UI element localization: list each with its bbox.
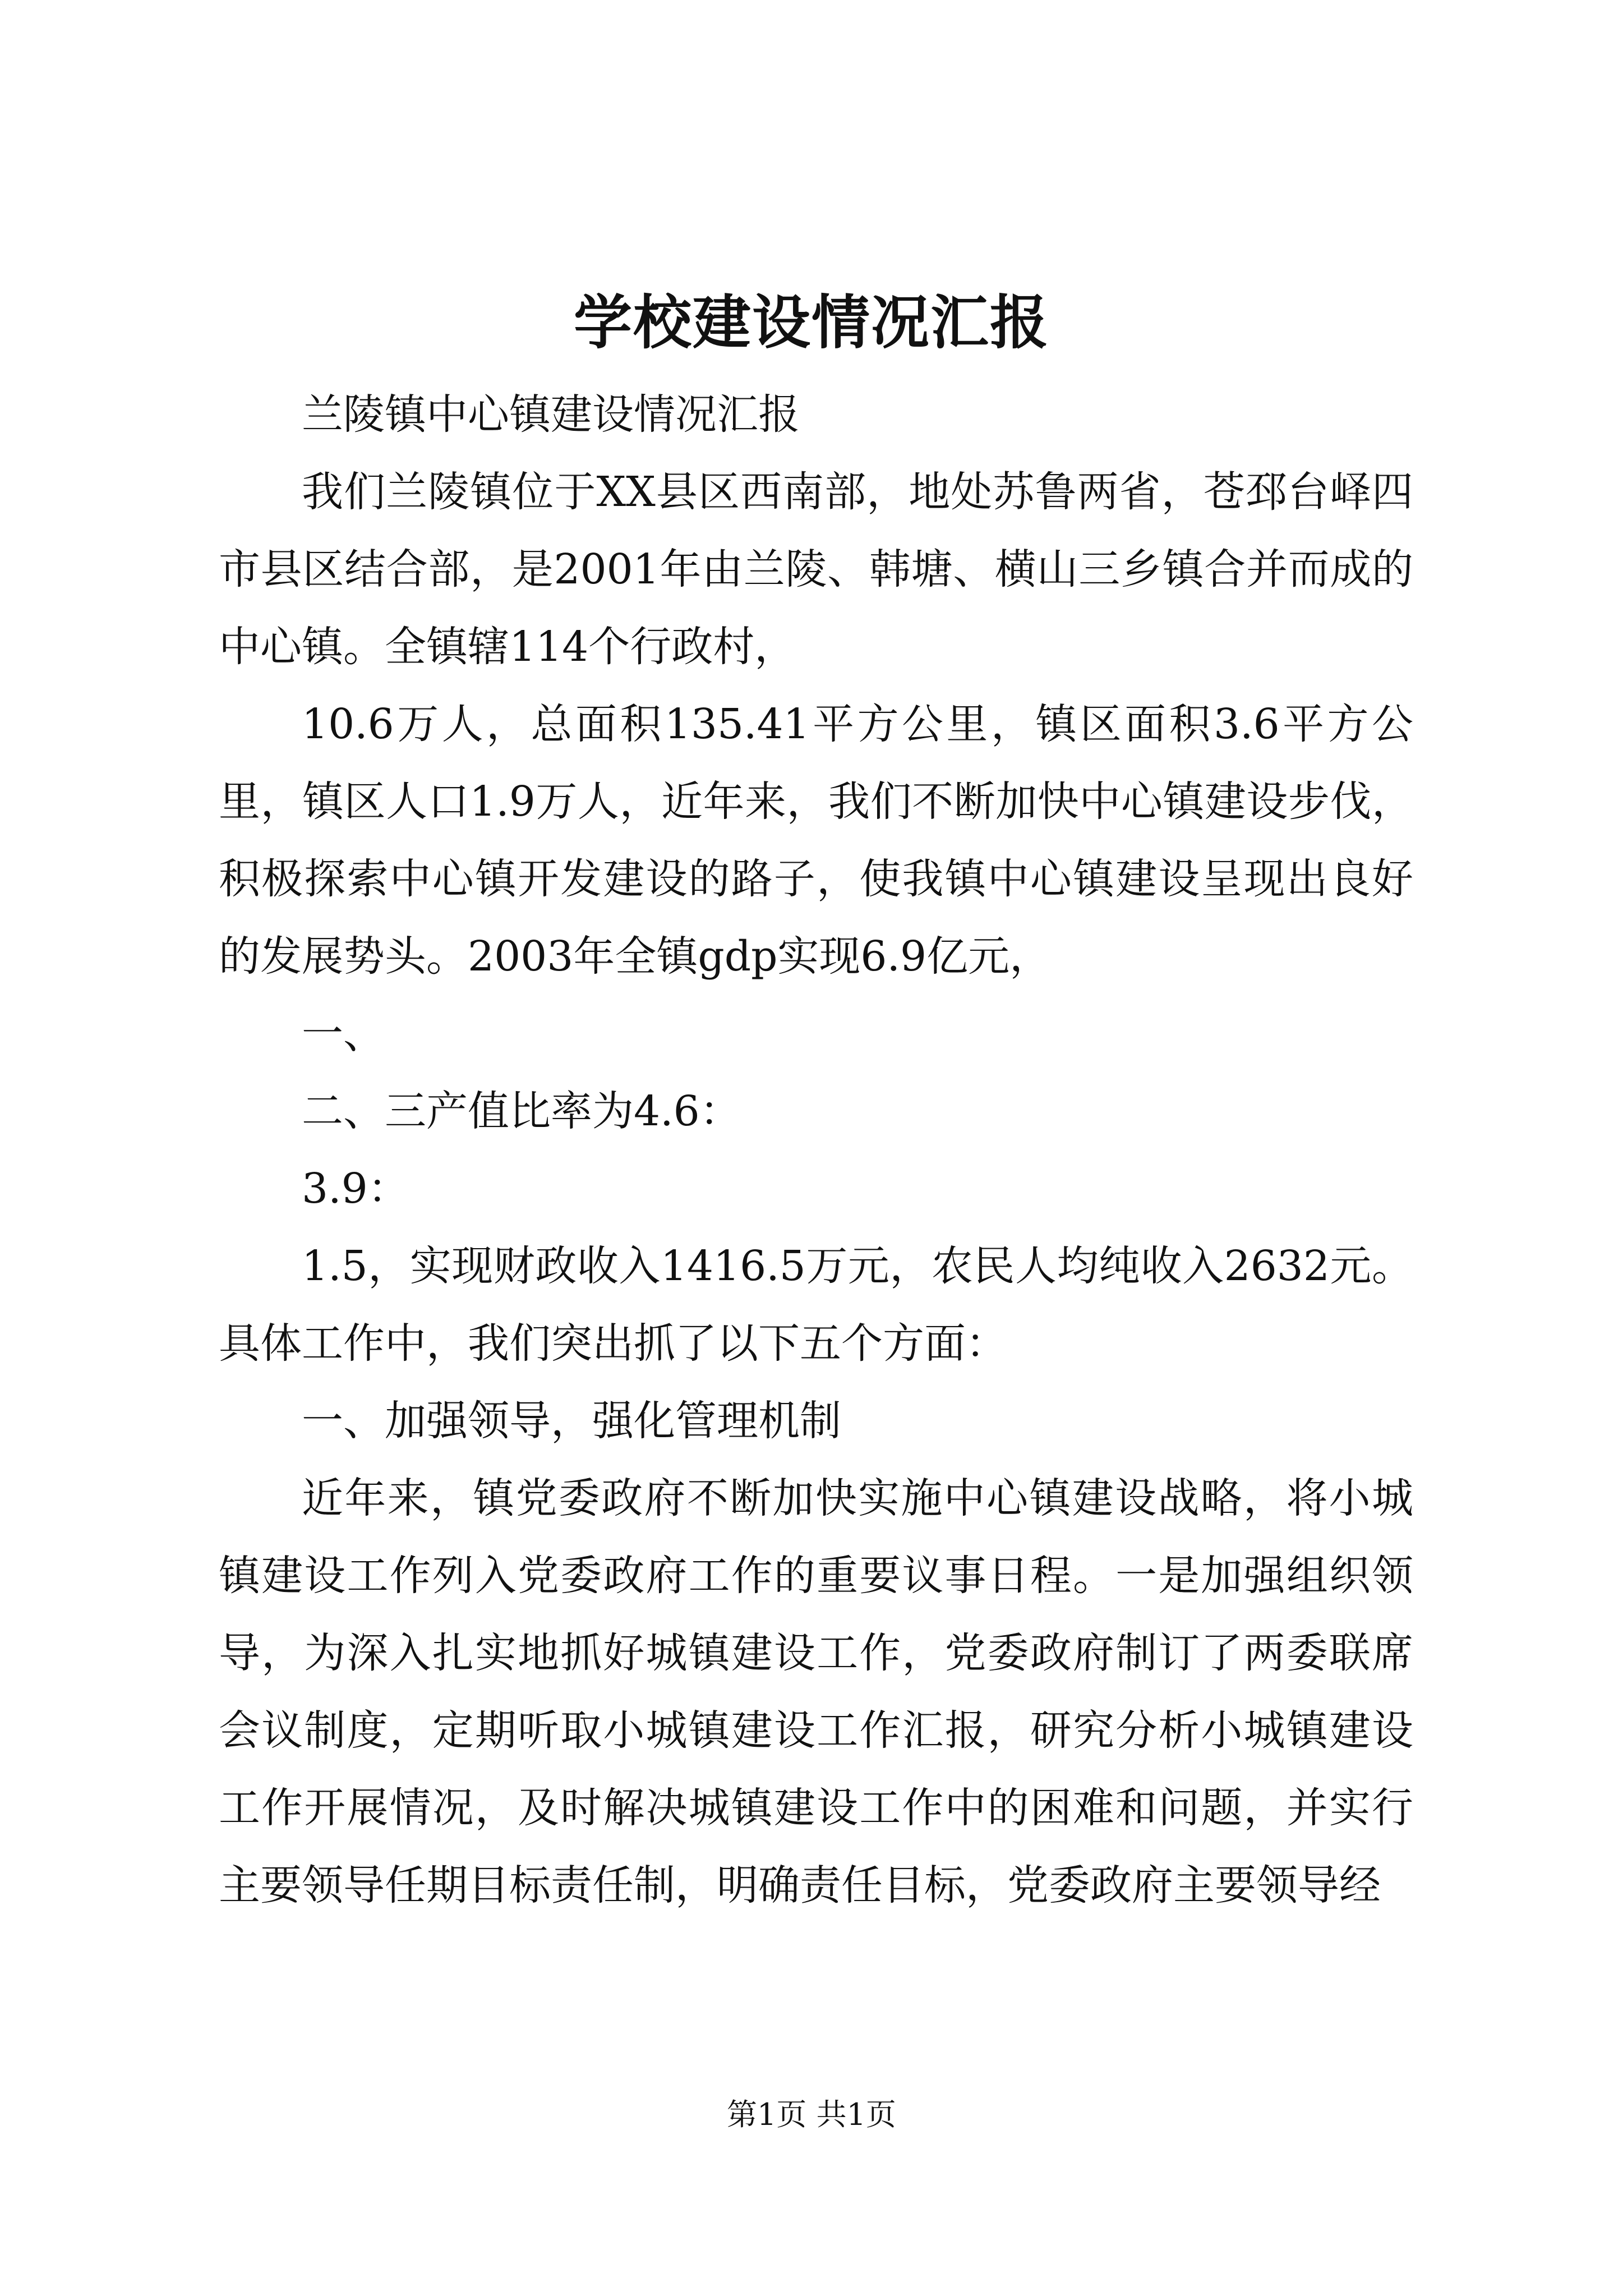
paragraph-population: 10.6万人，总面积135.41平方公里，镇区面积3.6平方公里，镇区人口1.9万人，近年来，我们不断加快中心镇建设步伐，积极探索中心镇开发建设的路子，使我镇中心镇建设呈现出良好的发展势头。2003年全镇gdp实现6.9亿元， xyxy=(219,700,1413,981)
page-footer: 第1页 共1页 xyxy=(727,2097,896,2132)
document-body xyxy=(219,376,1413,1924)
paragraph-subtitle: 兰陵镇中心镇建设情况汇报 xyxy=(302,390,800,439)
paragraph-leadership: 近年来，镇党委政府不断加快实施中心镇建设战略，将小城镇建设工作列入党委政府工作的重要议事日程。一是加强组织领导，为深入扎实地抓好城镇建设工作，党委政府制订了两委联席会议制度，定期听取小城镇建设工作汇报，研究分析小城镇建设工作开展情况，及时解决城镇建设工作中的困难和问题，并实行主要领导任期目标责任制，明确责任目标，党委政府主要领导经 xyxy=(219,1474,1413,1910)
paragraph-revenue: 1.5，实现财政收入1416.5万元，农民人均纯收入2632元。具体工作中，我们突出抓了以下五个方面： xyxy=(219,1242,1413,1368)
paragraph-ratio: 二、三产值比率为4.6： xyxy=(302,1087,741,1135)
paragraph-location: 我们兰陵镇位于XX县区西南部，地处苏鲁两省，苍邳台峄四市县区结合部，是2001年由兰陵、韩塘、横山三乡镇合并而成的中心镇。全镇辖114个行政村， xyxy=(219,468,1413,671)
paragraph-item-one: 一、 xyxy=(302,1010,385,1058)
document-title: 学校建设情况汇报 xyxy=(573,288,1049,357)
paragraph-ratio-cont: 3.9： xyxy=(302,1165,409,1213)
section-heading: 一、加强领导，强化管理机制 xyxy=(302,1397,841,1445)
